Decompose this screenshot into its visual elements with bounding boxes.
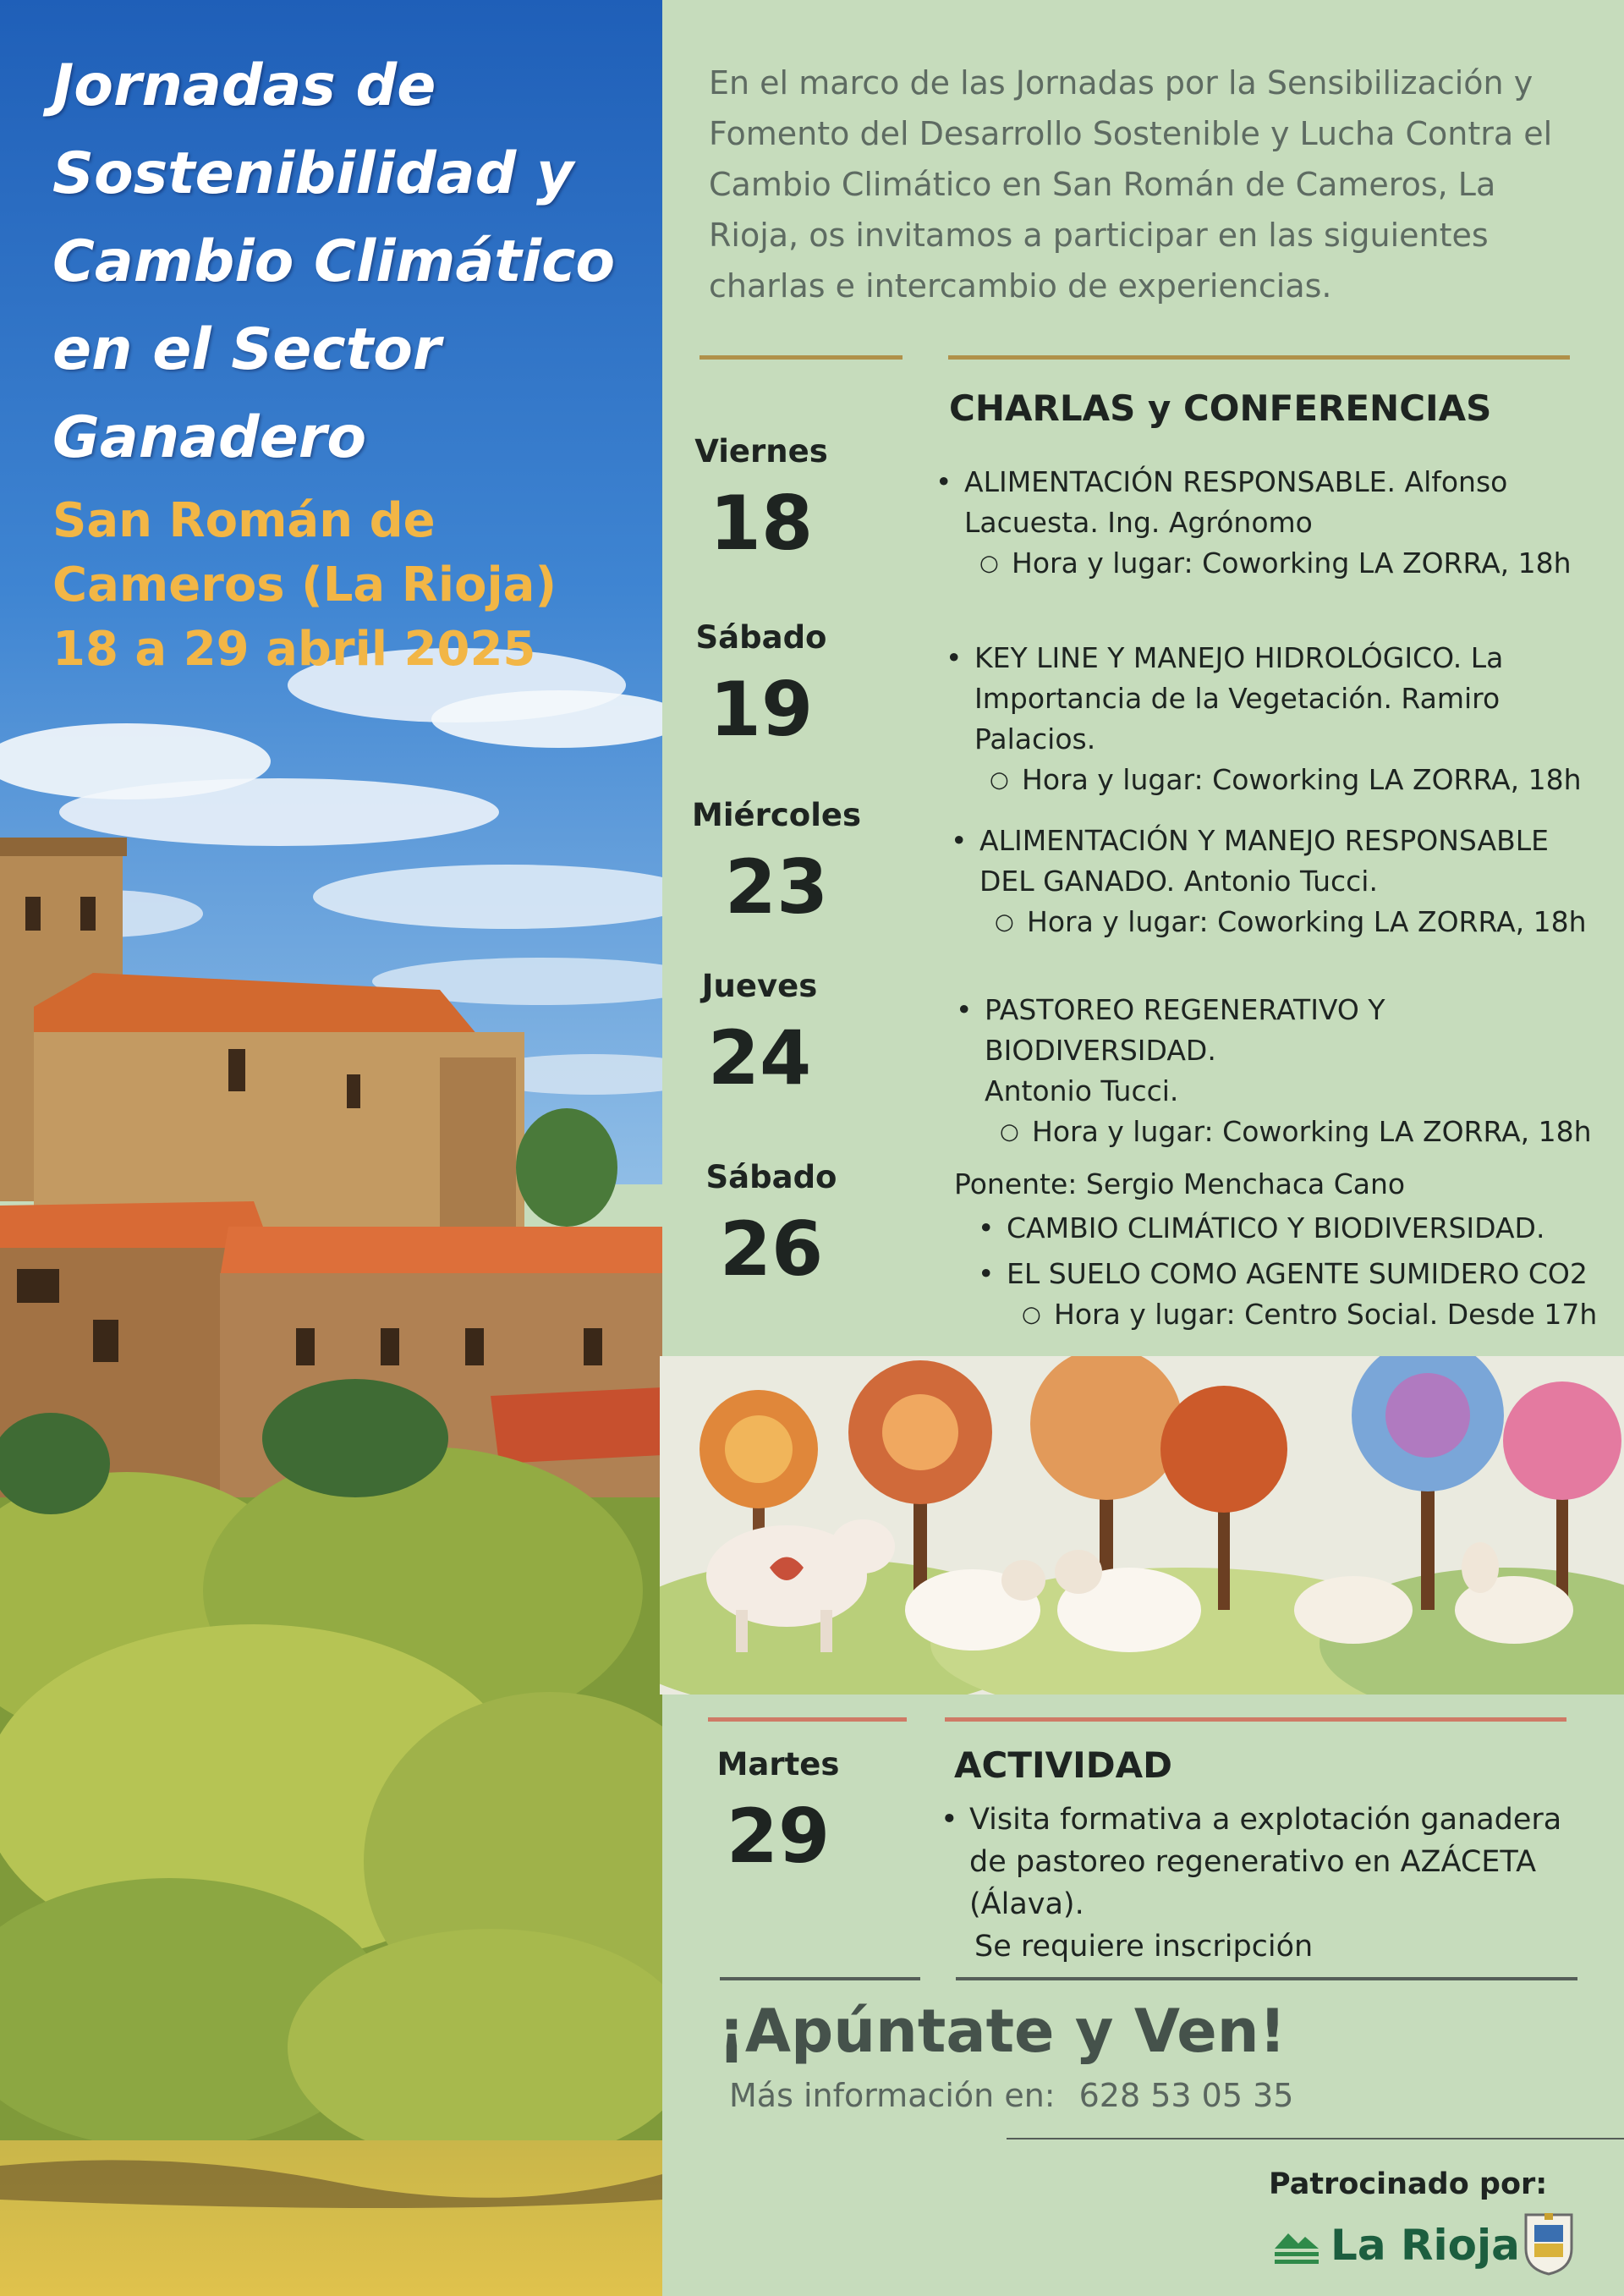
day-jueves-24 bbox=[683, 968, 836, 1101]
poster-title-line-3: Cambio Climático bbox=[52, 228, 616, 295]
poster-title-line-2: Sostenibilidad y bbox=[52, 140, 574, 207]
talk-item-4 bbox=[951, 990, 1619, 1152]
activity-heading: ACTIVIDAD bbox=[954, 1744, 1172, 1786]
talk-item-3 bbox=[946, 821, 1622, 942]
day-viernes-18 bbox=[685, 433, 837, 566]
location-line-2: Cameros (La Rioja) bbox=[52, 558, 557, 612]
activity-note: Se requiere inscripción bbox=[974, 1930, 1314, 1964]
day-name: Sábado bbox=[705, 1159, 837, 1195]
la-rioja-logo bbox=[1273, 2221, 1520, 2270]
day-number: 23 bbox=[724, 843, 829, 931]
divider-gold-right bbox=[948, 355, 1570, 360]
activity-line: Visita formativa a explotación ganadera bbox=[969, 1803, 1562, 1837]
event-dates: 18 a 29 abril 2025 bbox=[52, 622, 536, 677]
day-name: Martes bbox=[716, 1746, 840, 1782]
divider-dark-left bbox=[720, 1977, 920, 1980]
day-number: 24 bbox=[707, 1014, 812, 1101]
municipal-shield-icon bbox=[1522, 2210, 1575, 2276]
talk-item-2 bbox=[941, 638, 1617, 800]
talk-item-1 bbox=[930, 462, 1607, 584]
day-name: Sábado bbox=[695, 619, 827, 656]
more-info-label: Más información en: bbox=[729, 2077, 1056, 2114]
activity-line: (Álava). bbox=[969, 1887, 1084, 1921]
sponsor-label: Patrocinado por: bbox=[1269, 2167, 1548, 2201]
talk-place: ○ Hora y lugar: Coworking LA ZORRA, 18h bbox=[930, 543, 1607, 584]
poster-title-line-1: Jornadas de bbox=[52, 52, 436, 119]
la-rioja-mountain-icon bbox=[1273, 2223, 1320, 2267]
talk-place: ○ Hora y lugar: Centro Social. Desde 17h bbox=[973, 1294, 1622, 1335]
talk-item-5 bbox=[954, 1164, 1622, 1335]
talk-speaker: Ponente: Sergio Menchaca Cano bbox=[954, 1167, 1406, 1200]
activity-line: de pastoreo regenerativo en AZÁCETA bbox=[969, 1845, 1537, 1879]
talk-title-line: Importancia de la Vegetación. Ramiro Palacios. bbox=[974, 682, 1501, 755]
day-miercoles-23 bbox=[683, 797, 870, 930]
day-number: 29 bbox=[726, 1793, 831, 1880]
day-name: Miércoles bbox=[692, 797, 861, 833]
day-sabado-26 bbox=[695, 1159, 848, 1292]
phone-number[interactable]: 628 53 05 35 bbox=[1078, 2077, 1294, 2114]
talk-place: ○ Hora y lugar: Coworking LA ZORRA, 18h bbox=[951, 1112, 1619, 1152]
divider-thin bbox=[1007, 2138, 1624, 2139]
day-sabado-19 bbox=[685, 619, 837, 752]
intro-paragraph: En el marco de las Jornadas por la Sensibilización y Fomento del Desarrollo Sostenible y Lucha Contra el Cambio Climático en San Román de Cameros, La Rioja, os invitamos a participar en las siguientes charlas e intercambio de experiencias. bbox=[709, 64, 1553, 305]
talk-title-line: ALIMENTACIÓN Y MANEJO RESPONSABLE bbox=[979, 824, 1549, 857]
day-name: Viernes bbox=[694, 433, 828, 470]
divider-red-right bbox=[945, 1717, 1566, 1722]
location-line-1: San Román de bbox=[52, 493, 436, 548]
poster-title-line-4: en el Sector bbox=[52, 316, 442, 383]
talk-title-line: Lacuesta. Ing. Agrónomo bbox=[964, 506, 1313, 539]
talk-title-line: • CAMBIO CLIMÁTICO Y BIODIVERSIDAD. bbox=[973, 1208, 1622, 1249]
talk-title-line: • EL SUELO COMO AGENTE SUMIDERO CO2 bbox=[973, 1254, 1622, 1294]
talk-title-line: ALIMENTACIÓN RESPONSABLE. Alfonso bbox=[964, 465, 1508, 498]
poster-left-panel bbox=[0, 0, 662, 2296]
talk-title-line: KEY LINE Y MANEJO HIDROLÓGICO. La bbox=[974, 641, 1504, 674]
talk-title-line: Antonio Tucci. bbox=[985, 1074, 1179, 1107]
day-martes-29 bbox=[702, 1746, 854, 1879]
trees-cows-sheep-artwork bbox=[660, 1356, 1624, 1695]
farm-animals-illustration bbox=[660, 1356, 1624, 1695]
talk-place: ○ Hora y lugar: Coworking LA ZORRA, 18h bbox=[946, 902, 1622, 942]
day-number: 19 bbox=[709, 666, 814, 753]
poster-title-block bbox=[52, 42, 645, 682]
activity-item bbox=[935, 1799, 1612, 1968]
divider-dark-right bbox=[956, 1977, 1577, 1980]
la-rioja-logo-text: La Rioja bbox=[1330, 2221, 1520, 2270]
day-number: 18 bbox=[709, 480, 814, 567]
divider-red-left bbox=[708, 1717, 907, 1722]
divider-gold-left bbox=[700, 355, 903, 360]
talks-heading: CHARLAS y CONFERENCIAS bbox=[949, 387, 1492, 429]
more-info bbox=[729, 2077, 1293, 2114]
poster-title-line-5: Ganadero bbox=[52, 404, 367, 471]
day-name: Jueves bbox=[701, 968, 818, 1004]
call-to-action: ¡Apúntate y Ven! bbox=[718, 1997, 1287, 2066]
talk-place: ○ Hora y lugar: Coworking LA ZORRA, 18h bbox=[941, 760, 1617, 800]
talk-title-line: PASTOREO REGENERATIVO Y BIODIVERSIDAD. bbox=[985, 993, 1385, 1067]
day-number: 26 bbox=[719, 1206, 824, 1293]
talk-title-line: DEL GANADO. Antonio Tucci. bbox=[979, 865, 1378, 898]
